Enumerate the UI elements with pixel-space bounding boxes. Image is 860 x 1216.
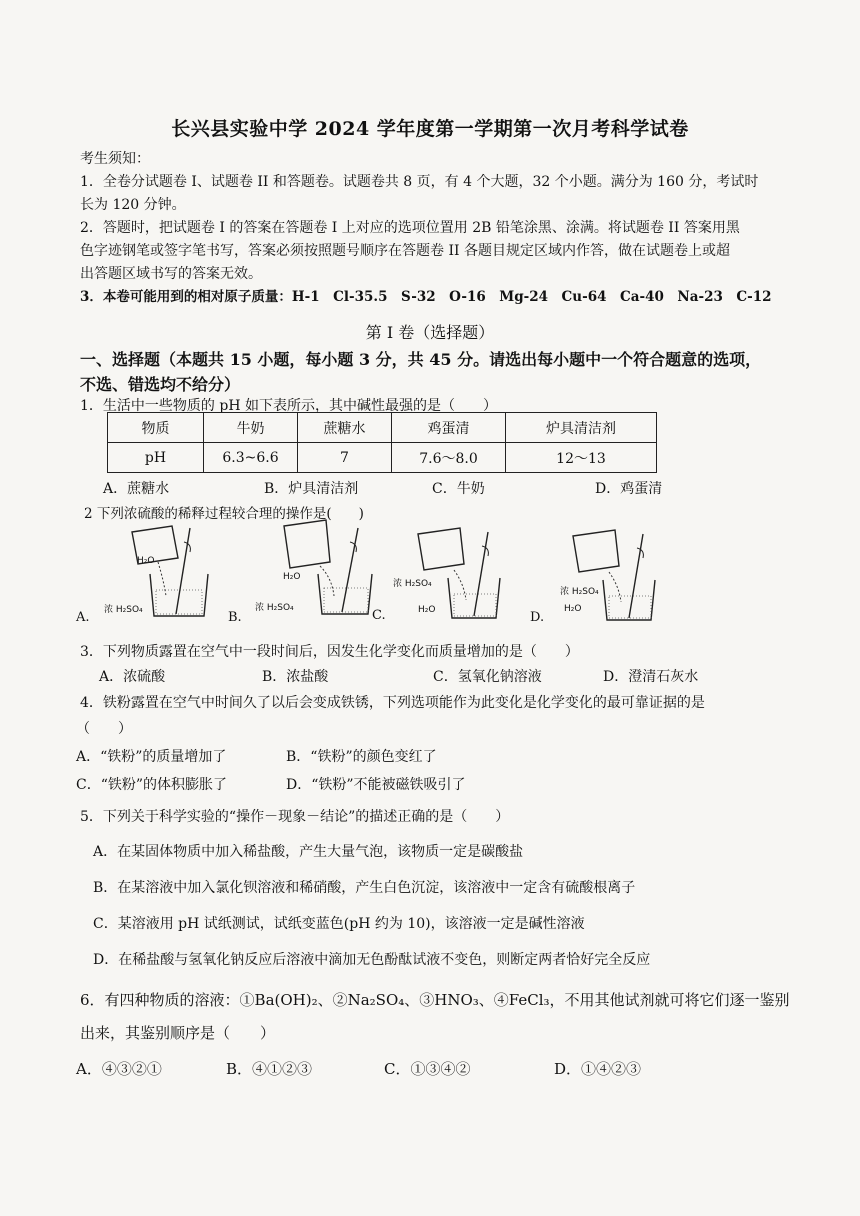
notice-item-2c: 出答题区域书写的答案无效。 <box>80 266 262 282</box>
q5-stem: 5．下列关于科学实验的“操作－现象－结论”的描述正确的是（ ） <box>80 809 510 825</box>
fig-b-label-acid: 浓 H₂SO₄ <box>255 603 294 613</box>
q3-option-c: C．氢氧化钠溶液 <box>433 669 542 685</box>
fig-d-label-acid: 浓 H₂SO₄ <box>560 587 599 597</box>
fig-label-b: B. <box>228 610 242 625</box>
table-cell: 7 <box>298 443 392 473</box>
part1-heading-b: 不选、错选均不给分） <box>80 375 241 394</box>
table-cell: 炉具清洁剂 <box>506 413 657 443</box>
table-row <box>108 443 657 473</box>
ph-table <box>107 412 657 473</box>
q3-stem: 3．下列物质露置在空气中一段时间后，因发生化学变化而质量增加的是（ ） <box>80 644 579 660</box>
q4-option-b: B．“铁粉”的颜色变红了 <box>286 749 437 765</box>
notice-item-1a: 1．全卷分试题卷 I、试题卷 II 和答题卷。试题卷共 8 页，有 4 个大题，32 个小题。满分为 160 分，考试时 <box>80 174 759 190</box>
q1-option-b: B．炉具清洁剂 <box>264 481 359 497</box>
section-title: 第 I 卷（选择题） <box>365 323 495 342</box>
table-cell: pH <box>108 443 204 473</box>
notice-item-2a: 2．答题时，把试题卷 I 的答案在答题卷 I 上对应的选项位置用 2B 铅笔涂黑、涂满。将试题卷 II 答案用黑 <box>80 220 740 236</box>
q4-paren: （ ） <box>76 721 132 737</box>
q6-option-a: A．④③②① <box>76 1060 162 1078</box>
q5-option-a: A．在某固体物质中加入稀盐酸，产生大量气泡，该物质一定是碳酸盐 <box>93 844 524 860</box>
q3-option-d: D．澄清石灰水 <box>603 669 699 685</box>
q5-option-d: D．在稀盐酸与氢氧化钠反应后溶液中滴加无色酚酞试液不变色，则断定两者恰好完全反应 <box>93 952 651 968</box>
table-cell: 鸡蛋清 <box>392 413 506 443</box>
fig-d-label-h2o: H₂O <box>564 604 582 614</box>
q1-stem: 1．生活中一些物质的 pH 如下表所示，其中碱性最强的是（ ） <box>80 398 497 414</box>
q1-option-d: D．鸡蛋清 <box>595 481 663 497</box>
table-row <box>108 413 657 443</box>
fig-b-label-h2o: H₂O <box>283 572 301 582</box>
fig-label-d: D. <box>530 610 545 625</box>
fig-a-label-acid: 浓 H₂SO₄ <box>104 605 143 615</box>
q6-option-d: D．①④②③ <box>554 1060 642 1078</box>
q4-stem: 4．铁粉露置在空气中时间久了以后会变成铁锈，下列选项能作为此变化是化学变化的最可靠证据的是 <box>80 695 705 711</box>
notice-item-1b: 长为 120 分钟。 <box>80 197 186 213</box>
q4-option-a: A．“铁粉”的质量增加了 <box>76 749 227 765</box>
notice-heading: 考生须知： <box>80 151 150 167</box>
table-cell: 7.6～8.0 <box>392 443 506 473</box>
fig-label-a: A. <box>76 610 90 625</box>
table-cell: 6.3~6.6 <box>204 443 298 473</box>
notice-item-3: 3．本卷可能用到的相对原子质量：H-1 Cl-35.5 S-32 O-16 Mg-24 Cu-64 Ca-40 Na-23 C-12 <box>80 289 772 305</box>
table-cell: 蔗糖水 <box>298 413 392 443</box>
q5-option-b: B．在某溶液中加入氯化钡溶液和稀硝酸，产生白色沉淀，该溶液中一定含有硫酸根离子 <box>93 880 636 896</box>
q3-option-a: A．浓硫酸 <box>99 669 166 685</box>
part1-heading-a: 一、选择题（本题共 15 小题，每小题 3 分，共 45 分。请选出每小题中一个符合题意的选项， <box>80 350 762 369</box>
q4-option-c: C．“铁粉”的体积膨胀了 <box>76 777 228 793</box>
exam-title: 长兴县实验中学 2024 学年度第一学期第一次月考科学试卷 <box>171 118 689 140</box>
fig-c-label-acid: 浓 H₂SO₄ <box>393 579 432 589</box>
q5-option-c: C．某溶液用 pH 试纸测试，试纸变蓝色(pH 约为 10)，该溶液一定是碱性溶液 <box>93 916 585 932</box>
q6-option-b: B．④①②③ <box>226 1060 313 1078</box>
q4-option-d: D．“铁粉”不能被磁铁吸引了 <box>286 777 466 793</box>
table-cell: 牛奶 <box>204 413 298 443</box>
q2-stem: 2 下列浓硫酸的稀释过程较合理的操作是( ) <box>84 506 364 522</box>
fig-label-c: C. <box>372 608 386 623</box>
table-cell: 物质 <box>108 413 204 443</box>
fig-c-label-h2o: H₂O <box>418 605 436 615</box>
q1-option-a: A．蔗糖水 <box>103 481 170 497</box>
table-cell: 12～13 <box>506 443 657 473</box>
q6-stem-a: 6．有四种物质的溶液：①Ba(OH)₂、②Na₂SO₄、③HNO₃、④FeCl₃，不用其他试剂就可将它们逐一鉴别 <box>80 991 790 1009</box>
q3-option-b: B．浓盐酸 <box>262 669 329 685</box>
q6-option-c: C．①③④② <box>384 1060 471 1078</box>
q1-option-c: C．牛奶 <box>432 481 485 497</box>
q6-stem-b: 出来，其鉴别顺序是（ ） <box>80 1024 276 1042</box>
notice-item-2b: 色字迹钢笔或签字笔书写，答案必须按照题号顺序在答题卷 II 各题目规定区域内作答，做在试题卷上或超 <box>80 243 730 259</box>
fig-a-label-h2o: H₂O <box>137 556 155 566</box>
